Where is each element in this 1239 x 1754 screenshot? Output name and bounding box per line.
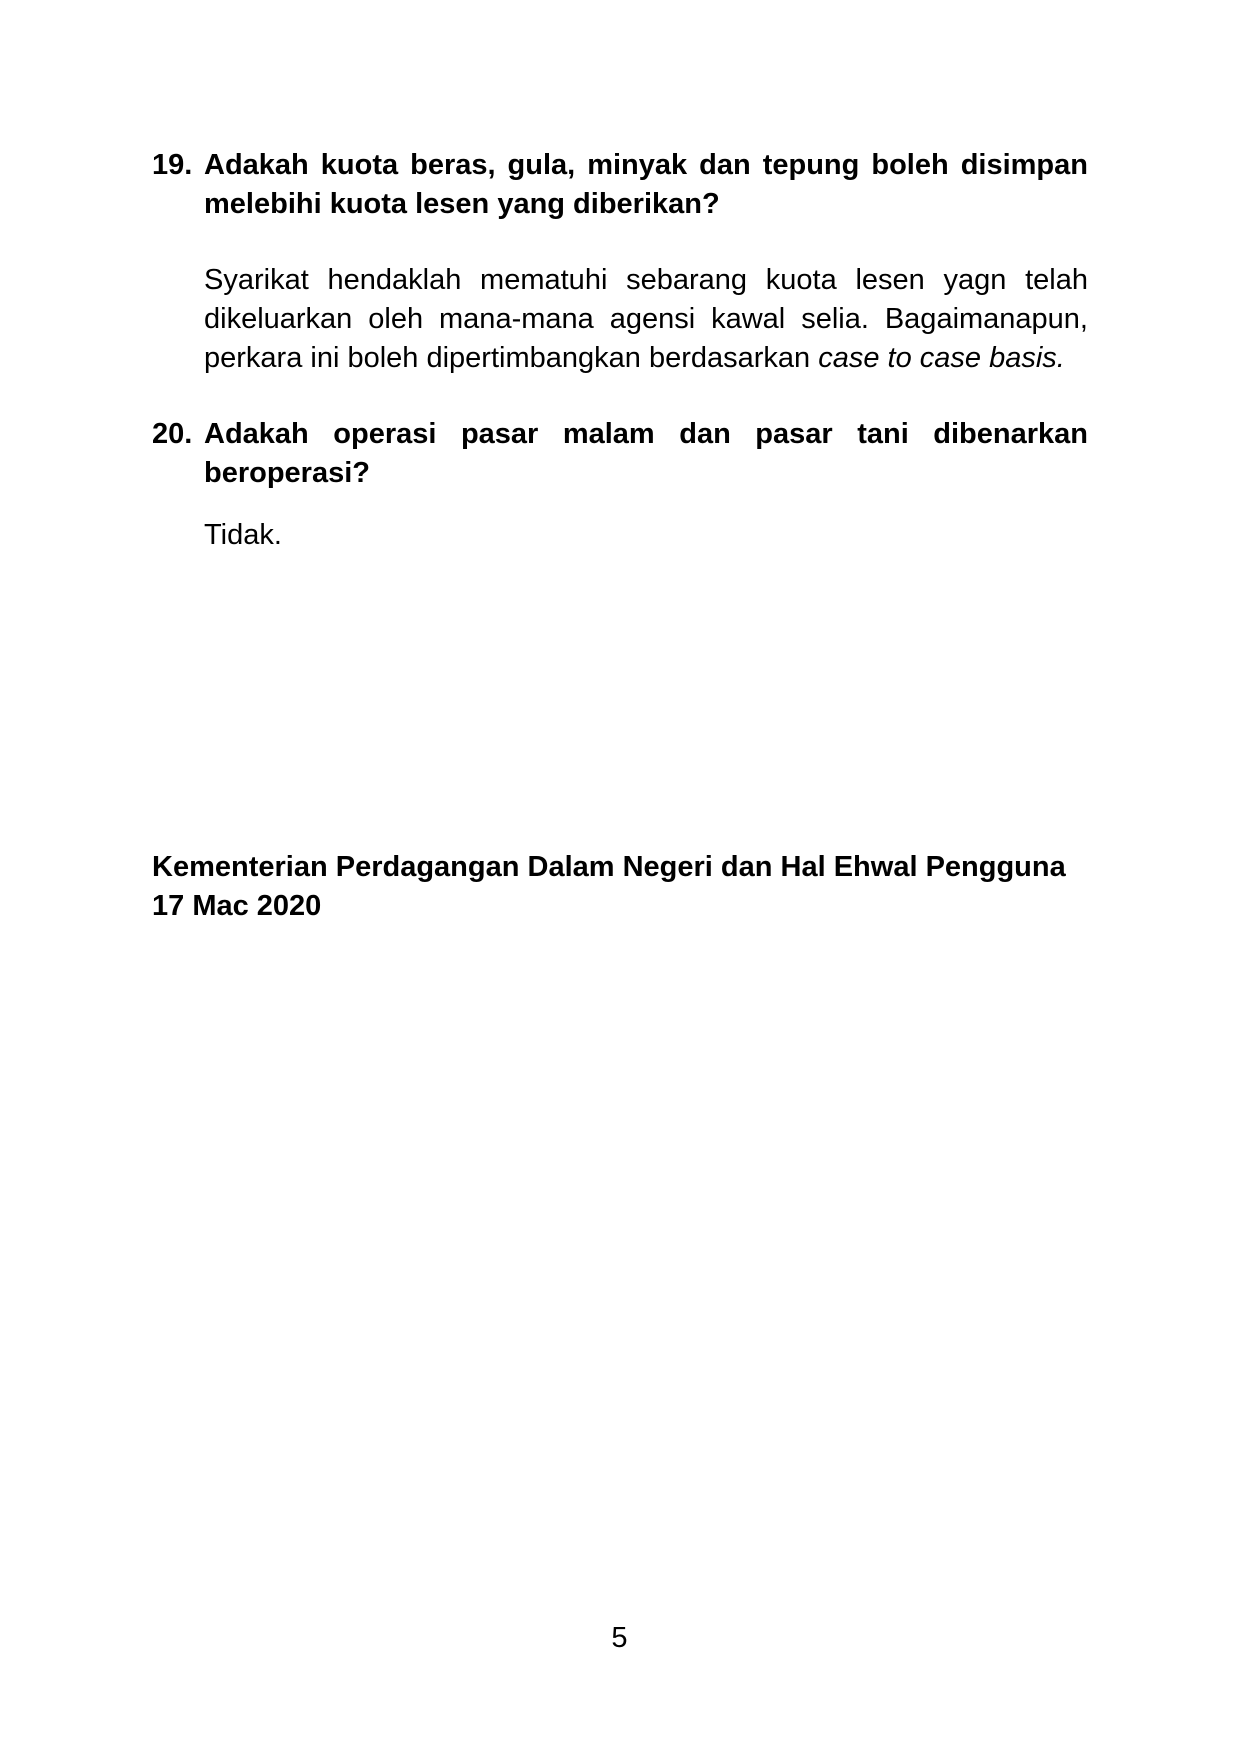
page-number: 5 — [611, 1622, 628, 1654]
question-text: Adakah kuota beras, gula, minyak dan tepung boleh disimpan melebihi kuota lesen yang diberikan? — [204, 149, 1088, 220]
answer-text: Syarikat hendaklah mematuhi sebarang kuota lesen yagn telah dikeluarkan oleh mana-mana agensi kawal selia. Bagaimanapun, perkara ini boleh dipertimbangkan berdasarkan — [204, 264, 1088, 374]
footer-date: 17 Mac 2020 — [152, 890, 322, 922]
question-row — [152, 415, 1088, 493]
question-number: 20. — [152, 418, 193, 450]
faq-item-19 — [152, 146, 1088, 378]
question-number: 19. — [152, 149, 193, 181]
question-text: Adakah operasi pasar malam dan pasar tani dibenarkan beroperasi? — [204, 418, 1088, 489]
footer-organization: Kementerian Perdagangan Dalam Negeri dan Hal Ehwal Pengguna — [152, 851, 1066, 883]
answer-italic-text: case to case basis. — [818, 342, 1065, 374]
answer-text: Tidak. — [204, 519, 282, 551]
faq-item-20 — [152, 415, 1088, 555]
question-row — [152, 146, 1088, 224]
document-footer — [152, 848, 1088, 926]
answer-paragraph — [204, 516, 1088, 555]
answer-paragraph — [204, 261, 1088, 378]
